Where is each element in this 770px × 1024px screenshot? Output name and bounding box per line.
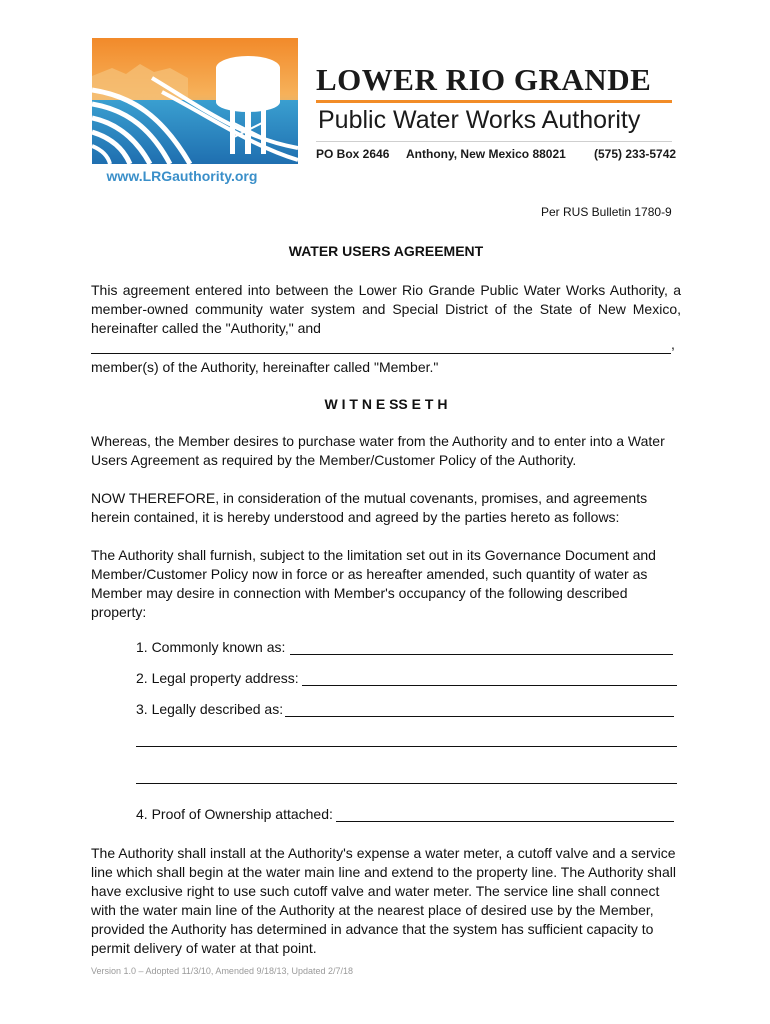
- org-name: LOWER RIO GRANDE: [316, 62, 652, 97]
- intro-paragraph: This agreement entered into between the Lower Rio Grande Public Water Works Authority, a member-owned community water system and Special District of the State of New Mexico, hereinafter called the "Authority," and: [91, 282, 681, 336]
- org-subtitle: Public Water Works Authority: [318, 106, 641, 134]
- item-legal-description: 3. Legally described as:: [136, 701, 284, 717]
- witnesseth-heading: W I T N E SS E T H: [324, 396, 448, 412]
- install-paragraph: The Authority shall install at the Authority's expense a water meter, a cutoff valve and a service line which shall begin at the water main line and extend to the property line. The Authority shall have exclusive right to use such cutoff valve and water meter. The service line shall connect with the water main line of the Authority at the nearest place of desired use by the Member, provided the Authority has determined in advance that the system has sufficient capacity to permit delivery of water at that point.: [91, 845, 676, 956]
- phone-number: (575) 233-5742: [594, 147, 677, 161]
- furnish-paragraph: The Authority shall furnish, subject to the limitation set out in its Governance Document and Member/Customer Policy now in force or as hereafter amended, such quantity of water as Member may desire in connection with Member's occupancy of the following described property:: [91, 547, 656, 620]
- member-line-comma: ,: [671, 336, 675, 352]
- proof-ownership-field[interactable]: [336, 821, 674, 822]
- legal-description-field-3[interactable]: [136, 783, 677, 784]
- rus-bulletin: Per RUS Bulletin 1780-9: [541, 205, 672, 219]
- member-line-text: member(s) of the Authority, hereinafter called "Member.": [91, 359, 439, 375]
- authority-logo: [92, 38, 298, 188]
- member-name-field[interactable]: [91, 353, 671, 354]
- po-box: PO Box 2646: [316, 147, 390, 161]
- logo-url: www.LRGauthority.org: [106, 168, 258, 184]
- header-orange-divider: [316, 100, 672, 103]
- logo-graphic: [92, 38, 298, 188]
- legal-description-field[interactable]: [285, 716, 674, 717]
- version-footer: Version 1.0 – Adopted 11/3/10, Amended 9/18/13, Updated 2/7/18: [91, 966, 354, 976]
- city-address: Anthony, New Mexico 88021: [406, 147, 566, 161]
- legal-address-field[interactable]: [302, 685, 677, 686]
- document-title: WATER USERS AGREEMENT: [288, 243, 484, 259]
- legal-description-field-2[interactable]: [136, 746, 677, 747]
- item-commonly-known: 1. Commonly known as:: [136, 639, 286, 655]
- item-proof-ownership: 4. Proof of Ownership attached:: [136, 806, 333, 822]
- item-legal-address: 2. Legal property address:: [136, 670, 299, 686]
- header-gray-divider: [316, 141, 672, 142]
- now-therefore-paragraph: NOW THEREFORE, in consideration of the mutual covenants, promises, and agreements herein contained, it is hereby understood and agreed by the parties hereto as follows:: [91, 490, 648, 525]
- whereas-paragraph: Whereas, the Member desires to purchase water from the Authority and to enter into a Water Users Agreement as required by the Member/Customer Policy of the Authority.: [91, 433, 665, 468]
- commonly-known-field[interactable]: [290, 654, 673, 655]
